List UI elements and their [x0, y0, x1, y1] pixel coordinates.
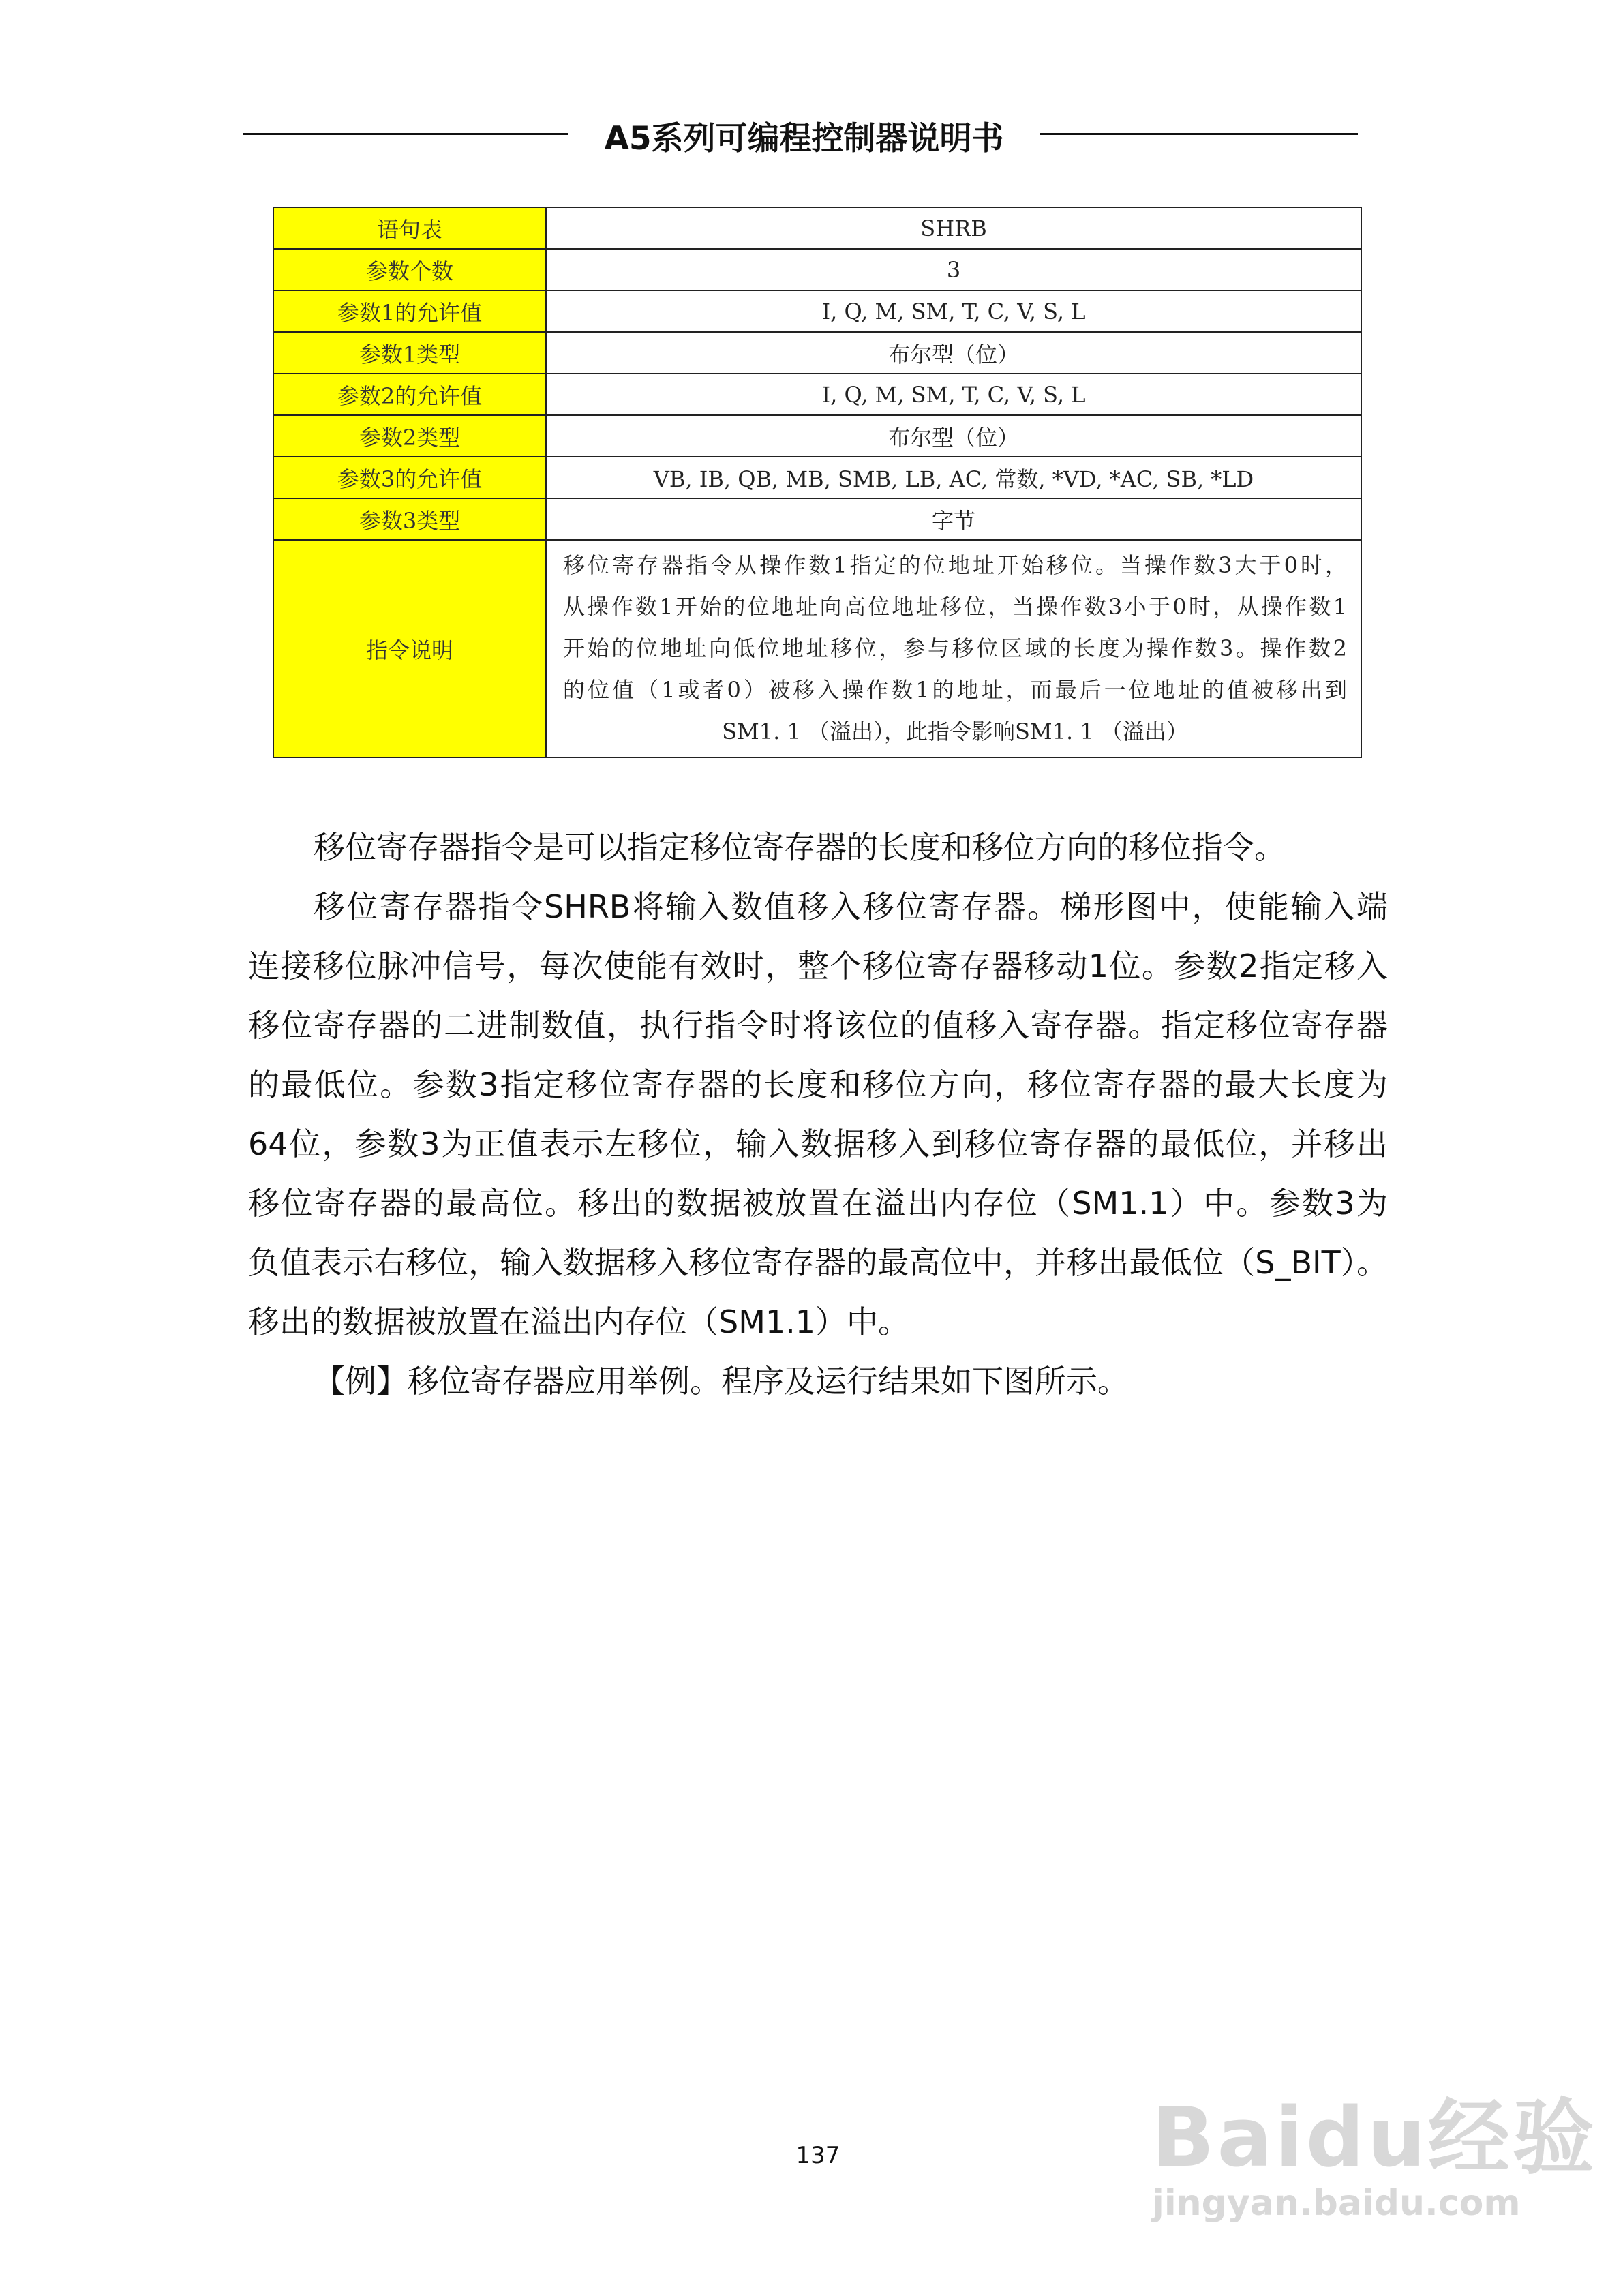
header-rule-left — [243, 133, 568, 135]
row-label: 参数2类型 — [273, 415, 546, 457]
row-value: 3 — [546, 249, 1361, 290]
table-row — [273, 457, 1361, 498]
description-cell — [546, 540, 1361, 757]
table-row — [273, 374, 1361, 415]
row-value: SHRB — [546, 207, 1361, 249]
table-row — [273, 249, 1361, 290]
header-rule-right — [1040, 133, 1358, 135]
table-row — [273, 290, 1361, 332]
row-label: 参数个数 — [273, 249, 546, 290]
description-line: 的位值（1或者0）被移入操作数1的地址，而最后一位地址的值被移出到 — [563, 677, 1347, 703]
row-label: 参数1类型 — [273, 332, 546, 374]
row-label: 参数2的允许值 — [273, 374, 546, 415]
paragraph-line: 移出的数据被放置在溢出内存位（SM1.1）中。 — [248, 1303, 910, 1340]
table-row — [273, 332, 1361, 374]
row-value: VB, IB, QB, MB, SMB, LB, AC, 常数, *VD, *AC, SB, *LD — [546, 457, 1361, 498]
body-text — [248, 818, 1388, 1411]
watermark-url: jingyan.baidu.com — [1152, 2183, 1521, 2224]
page-number: 137 — [795, 2142, 840, 2169]
row-label: 参数1的允许值 — [273, 290, 546, 332]
description-line: 移位寄存器指令从操作数1指定的位地址开始移位。当操作数3大于0时， — [563, 552, 1347, 578]
paragraph-line: 连接移位脉冲信号，每次使能有效时，整个移位寄存器移动1位。参数2指定移入 — [248, 948, 1388, 984]
baidu-watermark — [1152, 2072, 1597, 2224]
row-value: I, Q, M, SM, T, C, V, S, L — [546, 374, 1361, 415]
row-value: I, Q, M, SM, T, C, V, S, L — [546, 290, 1361, 332]
paragraph-line: 移位寄存器指令SHRB将输入数值移入移位寄存器。梯形图中，使能输入端 — [314, 888, 1388, 925]
paragraph-line: 负值表示右移位，输入数据移入移位寄存器的最高位中，并移出最低位（S_BIT）。 — [248, 1244, 1388, 1281]
description-line: 开始的位地址向低位地址移位，参与移位区域的长度为操作数3。操作数2 — [563, 635, 1347, 661]
paragraph-line: 的最低位。参数3指定移位寄存器的长度和移位方向，移位寄存器的最大长度为 — [248, 1066, 1388, 1103]
page-title: A5系列可编程控制器说明书 — [604, 120, 1004, 157]
table-row — [273, 498, 1361, 540]
instruction-table — [273, 207, 1362, 758]
row-label: 指令说明 — [273, 540, 546, 757]
table-row-description — [273, 540, 1361, 757]
paragraph-line: 移位寄存器指令是可以指定移位寄存器的长度和移位方向的移位指令。 — [314, 829, 1286, 866]
row-label: 参数3类型 — [273, 498, 546, 540]
paragraph-line: 移位寄存器的二进制数值，执行指令时将该位的值移入寄存器。指定移位寄存器 — [248, 1007, 1388, 1044]
paragraph-line: 移位寄存器的最高位。移出的数据被放置在溢出内存位（SM1.1）中。参数3为 — [248, 1185, 1388, 1222]
row-value: 布尔型（位） — [546, 415, 1361, 457]
table-row — [273, 207, 1361, 249]
paragraph-line: 64位，参数3为正值表示左移位，输入数据移入到移位寄存器的最低位，并移出 — [248, 1126, 1388, 1162]
row-label: 参数3的允许值 — [273, 457, 546, 498]
description-line: SM1. 1 （溢出），此指令影响SM1. 1 （溢出） — [722, 719, 1188, 744]
row-value: 字节 — [546, 498, 1361, 540]
paragraph-line: 【例】移位寄存器应用举例。程序及运行结果如下图所示。 — [314, 1363, 1129, 1400]
row-value: 布尔型（位） — [546, 332, 1361, 374]
watermark-brand: Baidu经验 — [1152, 2091, 1597, 2186]
description-line: 从操作数1开始的位地址向高位地址移位，当操作数3小于0时，从操作数1 — [563, 594, 1347, 620]
table-row — [273, 415, 1361, 457]
row-label: 语句表 — [273, 207, 546, 249]
